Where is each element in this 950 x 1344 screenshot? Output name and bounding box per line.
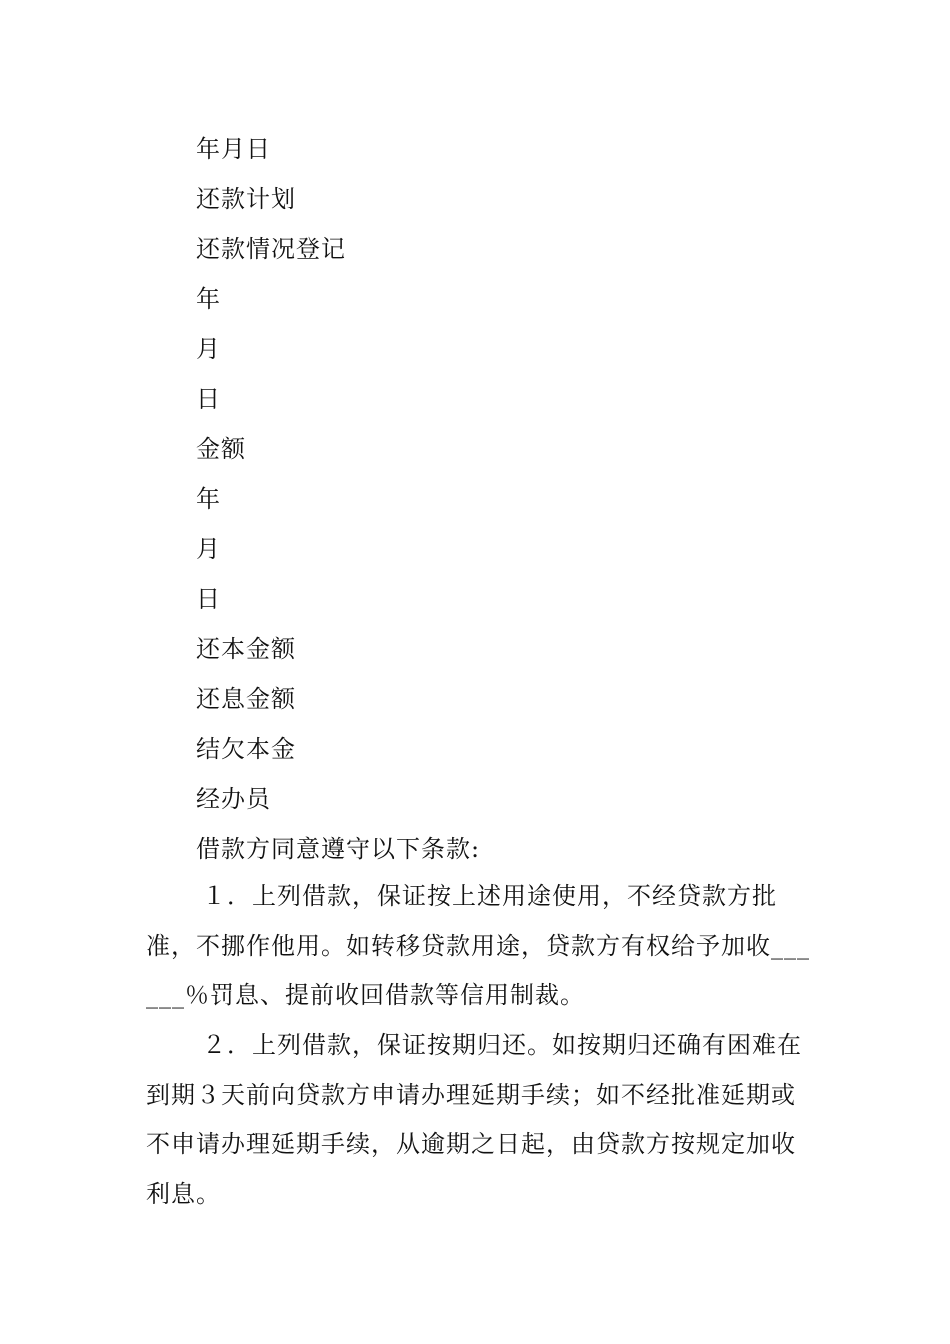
text-line-principal-repaid: 还本金额 xyxy=(196,635,296,663)
text-line-borrower-terms: 借款方同意遵守以下条款: xyxy=(196,835,481,863)
text-line-amount: 金额 xyxy=(196,435,246,463)
text-line-year-2: 年 xyxy=(196,485,221,513)
text-line-date: 年月日 xyxy=(196,135,271,163)
text-line-interest-repaid: 还息金额 xyxy=(196,685,296,713)
text-line-repayment-plan: 还款计划 xyxy=(196,185,296,213)
clause-1: １．上列借款，保证按上述用途使用，不经贷款方批准，不挪作他用。如转移贷款用途，贷款方有权给予加收______％罚息、提前收回借款等信用制裁。 xyxy=(146,882,810,1010)
clause-2: ２．上列借款，保证按期归还。如按期归还确有困难在到期３天前向贷款方申请办理延期手续；如不经批准延期或不申请办理延期手续，从逾期之日起，由贷款方按规定加收利息。 xyxy=(146,1031,802,1208)
text-line-repayment-record: 还款情况登记 xyxy=(196,235,346,263)
text-line-day-2: 日 xyxy=(196,585,221,613)
text-line-month-2: 月 xyxy=(196,535,221,563)
text-line-month: 月 xyxy=(196,335,221,363)
text-line-outstanding-principal: 结欠本金 xyxy=(196,735,296,763)
text-line-handler: 经办员 xyxy=(196,785,271,813)
text-line-day: 日 xyxy=(196,385,221,413)
text-line-year: 年 xyxy=(196,285,221,313)
